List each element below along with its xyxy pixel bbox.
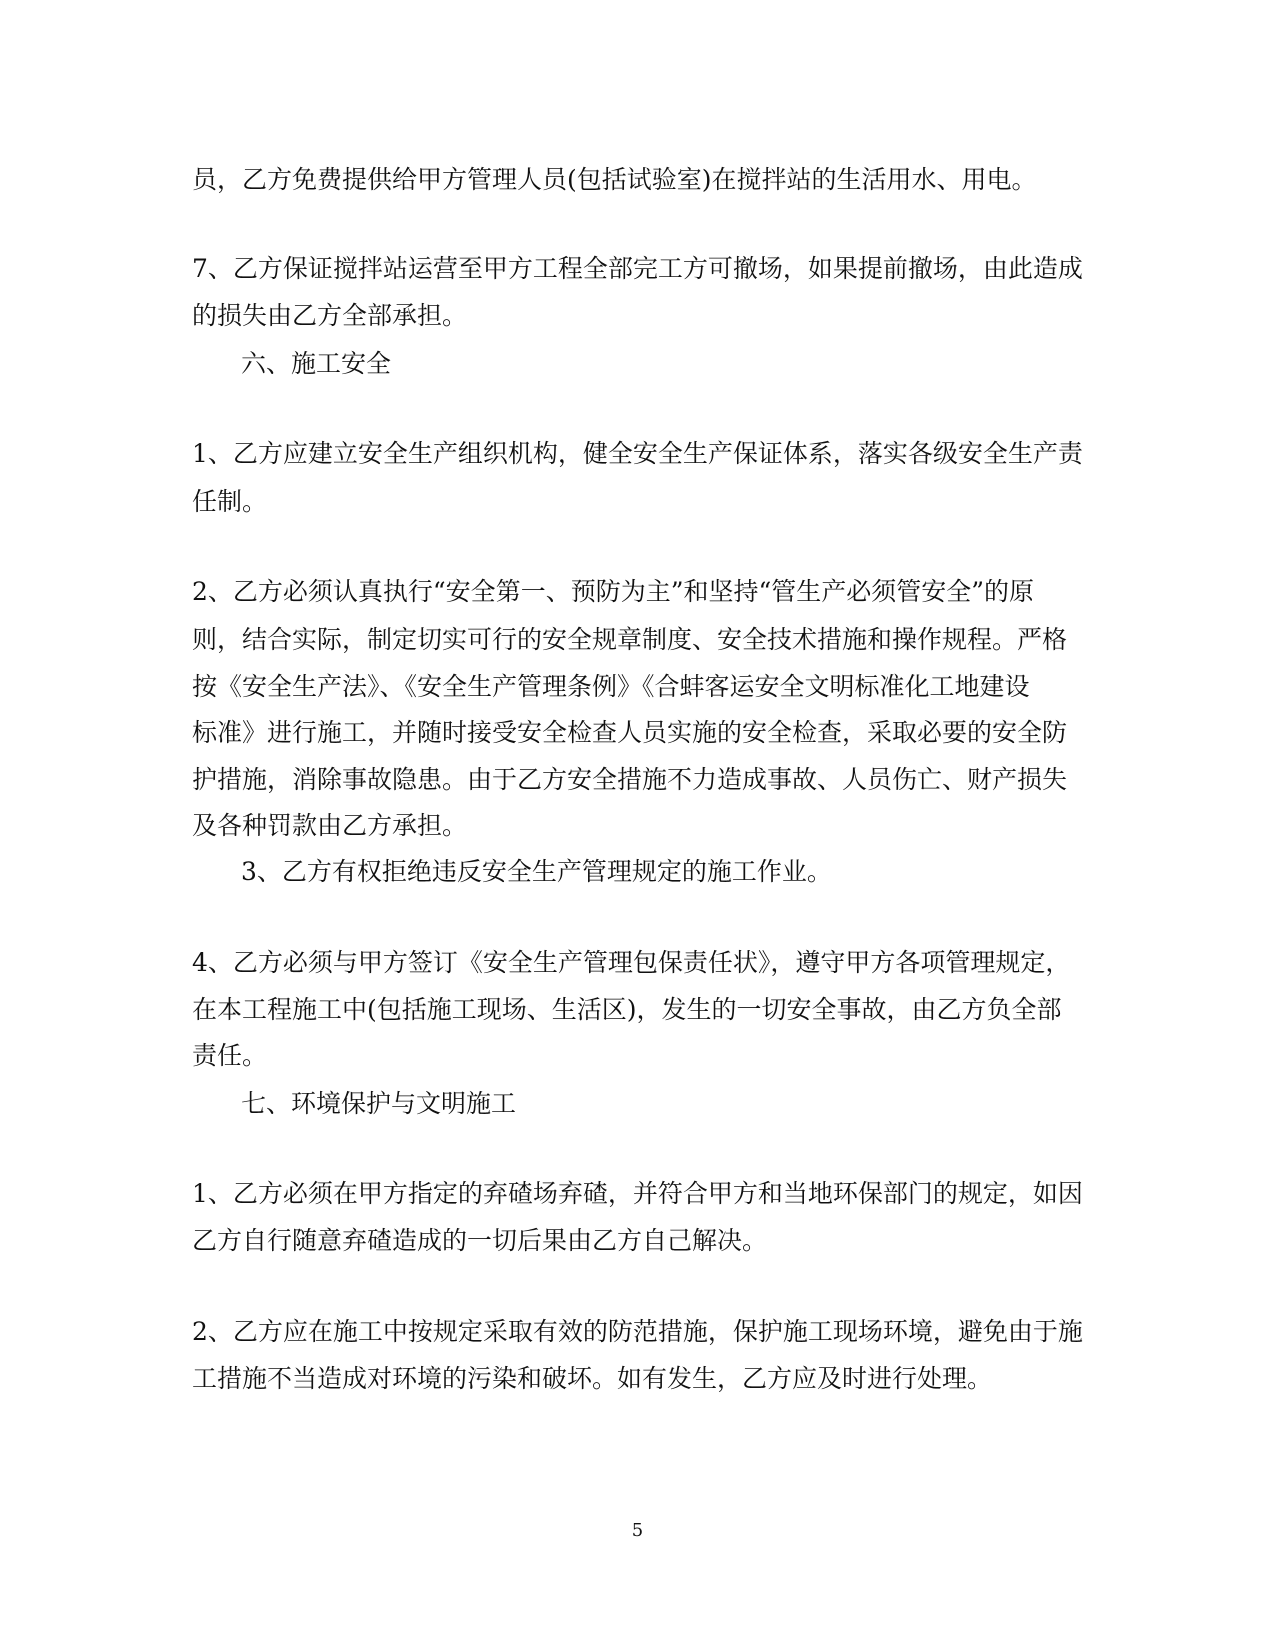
text-line: 7、乙方保证搅拌站运营至甲方工程全部完工方可撤场，如果提前撤场，由此造成 bbox=[192, 254, 1083, 283]
text-line: 按《安全生产法》、《安全生产管理条例》《合蚌客运安全文明标准化工地建设 bbox=[192, 672, 1030, 701]
text-line: 任制。 bbox=[192, 487, 268, 516]
text-line: 1、乙方必须在甲方指定的弃碴场弃碴，并符合甲方和当地环保部门的规定，如因 bbox=[192, 1179, 1083, 1208]
text-line: 员，乙方免费提供给甲方管理人员(包括试验室)在搅拌站的生活用水、用电。 bbox=[192, 165, 1037, 194]
text-line: 标准》进行施工，并随时接受安全检查人员实施的安全检查，采取必要的安全防 bbox=[192, 718, 1068, 747]
text-line: 1、乙方应建立安全生产组织机构，健全安全生产保证体系，落实各级安全生产责 bbox=[192, 439, 1083, 468]
text-line: 则，结合实际，制定切实可行的安全规章制度、安全技术措施和操作规程。严格 bbox=[192, 625, 1068, 654]
text-line: 乙方自行随意弃碴造成的一切后果由乙方自己解决。 bbox=[192, 1226, 768, 1255]
text-line: 3、乙方有权拒绝违反安全生产管理规定的施工作业。 bbox=[241, 857, 832, 886]
text-line: 2、乙方必须认真执行“安全第一、预防为主”和坚持“管生产必须管安全”的原 bbox=[192, 577, 1035, 606]
text-line: 的损失由乙方全部承担。 bbox=[192, 301, 468, 330]
page-number: 5 bbox=[631, 1520, 644, 1541]
section-heading: 六、施工安全 bbox=[241, 349, 392, 378]
text-line: 在本工程施工中(包括施工现场、生活区)，发生的一切安全事故，由乙方负全部 bbox=[192, 995, 1062, 1024]
text-line: 2、乙方应在施工中按规定采取有效的防范措施，保护施工现场环境，避免由于施 bbox=[192, 1317, 1083, 1346]
text-line: 责任。 bbox=[192, 1041, 268, 1070]
text-line: 工措施不当造成对环境的污染和破坏。如有发生，乙方应及时进行处理。 bbox=[192, 1364, 993, 1393]
text-line: 护措施，消除事故隐患。由于乙方安全措施不力造成事故、人员伤亡、财产损失 bbox=[192, 765, 1068, 794]
section-heading: 七、环境保护与文明施工 bbox=[241, 1089, 517, 1118]
text-line: 及各种罚款由乙方承担。 bbox=[192, 811, 468, 840]
text-line: 4、乙方必须与甲方签订《安全生产管理包保责任状》，遵守甲方各项管理规定， bbox=[192, 948, 1071, 977]
